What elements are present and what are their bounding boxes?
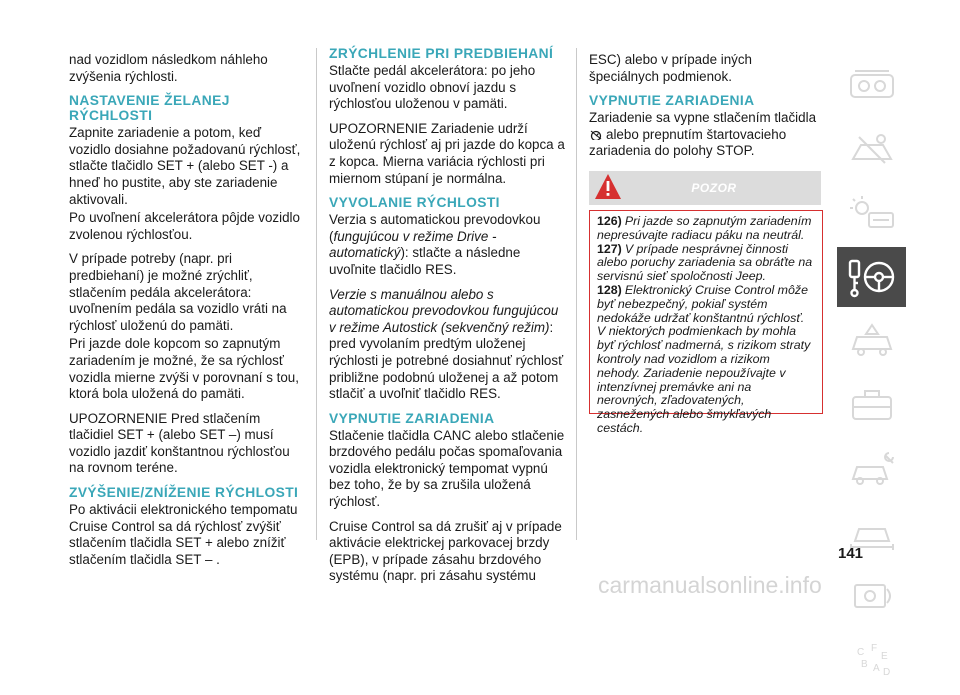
seat-belt-icon bbox=[847, 129, 897, 169]
svg-text:F: F bbox=[870, 643, 877, 654]
heading-speed-change: ZVÝŠENIE/ZNÍŽENIE RÝCHLOSTI bbox=[69, 485, 299, 501]
wrench-car-icon bbox=[847, 449, 897, 489]
cruise-control-icon bbox=[589, 129, 603, 140]
warning-item-number: 126) bbox=[597, 214, 622, 228]
paragraph bbox=[589, 110, 825, 160]
page-number: 141 bbox=[838, 545, 864, 562]
warning-item-number: 128) bbox=[597, 282, 622, 297]
tab-starting-driving[interactable] bbox=[837, 247, 906, 307]
text-run: ): stlačte a následne uvoľnite tlačidlo RES. bbox=[329, 245, 521, 277]
tab-service[interactable] bbox=[837, 439, 906, 499]
warning-item-number: 127) bbox=[597, 241, 622, 256]
svg-text:E: E bbox=[880, 651, 888, 662]
text-run-italic: Verzie s manuálnou alebo s automatickou prevodovkou fungujúcou v režime Autostick (sekvenčný režim) bbox=[329, 286, 559, 335]
car-dashboard-icon bbox=[847, 65, 897, 105]
tab-dashboard[interactable] bbox=[837, 55, 906, 115]
column-divider bbox=[316, 48, 317, 540]
column-left bbox=[69, 52, 305, 576]
paragraph: Pri jazde dole kopcom so zapnutým zariadením je možné, že sa rýchlosť vozidla mierne zvýši v porovnaní s tou, ktorá bola uložená do pamäti. bbox=[69, 336, 299, 402]
heading-accel: ZRÝCHLENIE PRI PREDBIEHANÍ bbox=[329, 46, 554, 61]
index-icon bbox=[847, 641, 897, 681]
tab-index[interactable] bbox=[837, 631, 906, 691]
warning-title: POZOR bbox=[691, 181, 737, 195]
heading-off: VYPNUTIE ZARIADENIA bbox=[329, 410, 495, 426]
paragraph-note: UPOZORNENIE Zariadenie udrží uloženú rýchlosť aj pri jazde do kopca a z kopca. Mierna variácia rýchlosti pri miernom stúpaní je normálna. bbox=[329, 120, 565, 186]
media-icon bbox=[847, 577, 897, 617]
warning-lights-icon bbox=[847, 193, 897, 233]
svg-text:D: D bbox=[882, 667, 890, 678]
tab-warnings[interactable] bbox=[837, 183, 906, 243]
heading-set-speed: NASTAVENIE ŽELANEJ RÝCHLOSTI bbox=[69, 93, 230, 124]
heading-off: VYPNUTIE ZARIADENIA bbox=[589, 93, 755, 109]
warning-item-text: Elektronický Cruise Control môže byť nebezpečný, pokiaľ systém nedokáže udržať konštantnú rýchlosť. V niektorých podmienkach by mohla byť rýchlosť nadmerná, s rizikom straty kontroly nad vozidlom a rizikom nehody. Zariadenie nepoužívajte v intenzívnej premávke ani na nerovných, zľadovatených, zasnežených alebo šmykľavých cestách. bbox=[597, 282, 811, 435]
text-run: Verzia s automatickou prevodovkou ( bbox=[329, 212, 541, 244]
svg-text:A: A bbox=[872, 663, 880, 674]
svg-text:C: C bbox=[856, 647, 864, 658]
warning-header bbox=[589, 171, 821, 205]
warning-item bbox=[597, 243, 815, 284]
tab-emergency[interactable] bbox=[837, 311, 906, 371]
paragraph-intro: nad vozidlom následkom náhleho zvýšenia rýchlosti. bbox=[69, 52, 268, 84]
paragraph bbox=[329, 212, 565, 278]
watermark: carmanualsonline.info bbox=[598, 572, 822, 598]
paragraph: V prípade potreby (napr. pri predbiehaní) je možné zrýchliť, stlačením pedála akcelerátora: uvoľnením pedála sa vozidlo vráti na rýchlosť uloženú do pamäti. bbox=[69, 251, 287, 333]
warning-item bbox=[597, 284, 815, 436]
paragraph: Stlačenie tlačidla CANC alebo stlačenie brzdového pedálu počas spomaľovania vozidla elektronický tempomat vypnú bez toho, že by sa zrušila uložená rýchlosť. bbox=[329, 427, 565, 510]
tab-safety[interactable] bbox=[837, 119, 906, 179]
column-right bbox=[589, 52, 825, 168]
paragraph-intro: ESC) alebo v prípade iných špeciálnych podmienok. bbox=[589, 52, 753, 84]
warning-body bbox=[589, 210, 823, 435]
paragraph: Cruise Control sa dá zrušiť aj v prípade aktivácie elektrickej parkovacej brzdy (EPB), v prípade zásahu brzdového systému (napr. pri zásahu systému bbox=[329, 518, 562, 584]
svg-text:B: B bbox=[860, 659, 868, 670]
tab-multimedia[interactable] bbox=[837, 567, 906, 627]
paragraph: Po uvoľnení akcelerátora pôjde vozidlo zvolenou rýchlosťou. bbox=[69, 210, 300, 242]
column-middle bbox=[329, 46, 565, 593]
heading-recall: VYVOLANIE RÝCHLOSTI bbox=[329, 195, 500, 211]
text-run: Zariadenie sa vypne stlačením tlačidla bbox=[589, 110, 817, 126]
chapter-sidebar bbox=[837, 55, 906, 695]
text-run-italic: fungujúcou v režime Drive - automatický bbox=[329, 228, 497, 261]
key-steering-icon bbox=[845, 255, 899, 299]
car-hazard-icon bbox=[847, 321, 897, 361]
paragraph bbox=[329, 287, 565, 403]
paragraph: Zapnite zariadenie a potom, keď vozidlo dosiahne požadovanú rýchlosť, stlačte tlačidlo SET + (alebo SET -) a hneď ho pustite, aby ste zariadenie aktivovali. bbox=[69, 125, 301, 207]
warning-item-text: V prípade nesprávnej činnosti alebo poruchy zariadenia sa obráťte na servisnú sieť spoločnosti Jeep. bbox=[597, 241, 813, 284]
text-run: : pred vyvolaním predtým uloženej rýchlosti je potrebné dosiahnuť rýchlosť približne podobnú uloženej a až potom stlačiť a uvoľniť tlačidlo RES. bbox=[329, 319, 564, 402]
warning-item bbox=[597, 215, 815, 243]
text-run: alebo prepnutím štartovacieho zariadenia do polohy STOP. bbox=[589, 126, 787, 159]
paragraph-note: UPOZORNENIE Pred stlačením tlačidiel SET + (alebo SET –) musí vozidlo jazdiť konštantnou rýchlosťou na rovnom teréne. bbox=[69, 410, 290, 476]
paragraph: Po aktivácii elektronického tempomatu Cruise Control sa dá rýchlosť zvýšiť stlačením tlačidla SET + alebo znížiť stlačením tlačidla SET – . bbox=[69, 502, 298, 567]
tab-maintenance[interactable] bbox=[837, 375, 906, 435]
warning-item-text: Pri jazde so zapnutým zariadením nepresúvajte radiacu páku na neutrál. bbox=[597, 214, 812, 242]
tool-box-icon bbox=[847, 385, 897, 425]
column-divider bbox=[576, 48, 577, 540]
paragraph: Stlačte pedál akcelerátora: po jeho uvoľnení vozidlo obnoví jazdu s rýchlosťou uloženou v pamäti. bbox=[329, 63, 536, 112]
